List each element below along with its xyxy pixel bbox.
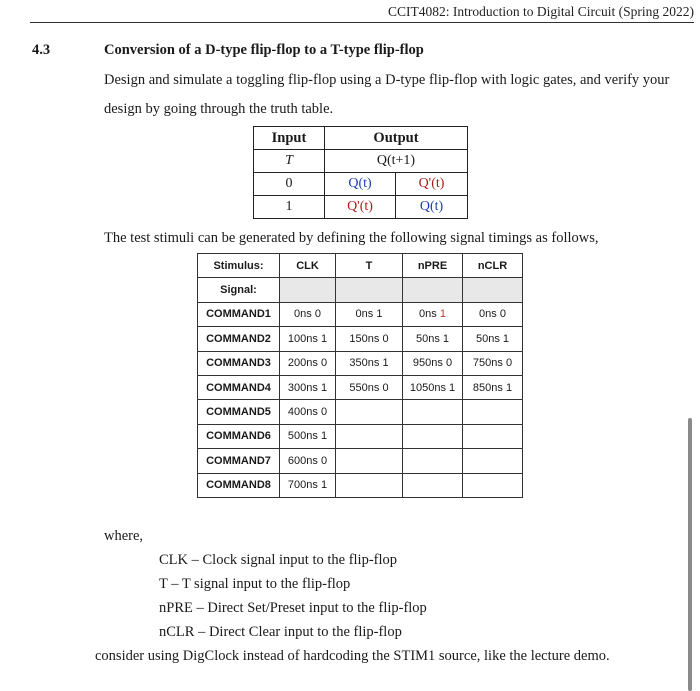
t-cell: [336, 400, 403, 424]
stim-signal-label: Signal:: [198, 278, 280, 302]
stim-signal-cell: [336, 278, 403, 302]
stim-signal-cell: [280, 278, 336, 302]
truth-cell-q: Q'(t): [396, 173, 468, 196]
truth-table: [253, 126, 468, 219]
npre-time: 50ns: [415, 332, 440, 345]
table-row: [198, 449, 523, 473]
command-label: COMMAND3: [198, 351, 280, 375]
definition-clk: CLK – Clock signal input to the flip-flop: [159, 552, 398, 568]
npre-cell: [403, 473, 463, 497]
t-cell: 350ns 1: [336, 351, 403, 375]
npre-time: 1050ns: [409, 381, 446, 394]
clk-cell: 700ns 1: [280, 473, 336, 497]
course-header: CCIT4082: Introduction to Digital Circuit (Spring 2022): [388, 4, 694, 19]
stim-header-stimulus: Stimulus:: [198, 254, 280, 278]
truth-header-output: Output: [325, 127, 468, 150]
t-cell: 0ns 1: [336, 302, 403, 326]
npre-value: 0: [445, 357, 453, 370]
t-cell: 150ns 0: [336, 327, 403, 351]
npre-cell: [403, 449, 463, 473]
clk-cell: 300ns 1: [280, 375, 336, 399]
stimulus-table: [197, 253, 523, 498]
command-label: COMMAND1: [198, 302, 280, 326]
npre-cell: [403, 400, 463, 424]
truth-sub-input: T: [254, 150, 325, 173]
npre-value: 1: [442, 332, 450, 345]
command-label: COMMAND2: [198, 327, 280, 351]
stim-header-npre: nPRE: [403, 254, 463, 278]
table-row: [198, 375, 523, 399]
section-number: 4.3: [32, 42, 51, 58]
truth-header-input: Input: [254, 127, 325, 150]
npre-cell: [403, 302, 463, 326]
stim-header-t: T: [336, 254, 403, 278]
table-row: [198, 473, 523, 497]
nclr-cell: 50ns 1: [463, 327, 523, 351]
definition-nclr: nCLR – Direct Clear input to the flip-flop: [159, 624, 402, 640]
nclr-cell: [463, 424, 523, 448]
table-row: [198, 400, 523, 424]
command-label: COMMAND4: [198, 375, 280, 399]
truth-sub-output: Q(t+1): [325, 150, 468, 173]
nclr-cell: 750ns 0: [463, 351, 523, 375]
definition-npre: nPRE – Direct Set/Preset input to the flip-flop: [159, 600, 427, 616]
clk-cell: 100ns 1: [280, 327, 336, 351]
npre-cell: [403, 424, 463, 448]
final-note: consider using DigClock instead of hardcoding the STIM1 source, like the lecture demo.: [95, 648, 610, 664]
table-row: [198, 424, 523, 448]
command-label: COMMAND6: [198, 424, 280, 448]
instruction-line-2: design by going through the truth table.: [104, 101, 334, 117]
clk-cell: 200ns 0: [280, 351, 336, 375]
npre-time: 0ns: [419, 308, 437, 321]
command-label: COMMAND8: [198, 473, 280, 497]
nclr-cell: [463, 473, 523, 497]
where-label: where,: [104, 528, 144, 544]
npre-cell: [403, 351, 463, 375]
stimuli-intro: The test stimuli can be generated by defining the following signal timings as follows,: [104, 230, 599, 246]
stim-signal-cell: [463, 278, 523, 302]
clk-cell: 500ns 1: [280, 424, 336, 448]
truth-cell-q: Q(t): [396, 196, 468, 219]
npre-time: 950ns: [412, 357, 443, 370]
instruction-line-1: Design and simulate a toggling flip-flop using a D-type flip-flop with logic gates, and verify your: [104, 72, 670, 88]
npre-value: 1: [439, 308, 446, 321]
t-cell: [336, 473, 403, 497]
vertical-scrollbar[interactable]: [688, 418, 692, 691]
truth-cell-q: Q(t): [325, 173, 396, 196]
command-label: COMMAND5: [198, 400, 280, 424]
truth-cell-q: Q'(t): [325, 196, 396, 219]
clk-cell: 600ns 0: [280, 449, 336, 473]
clk-cell: 0ns 0: [280, 302, 336, 326]
t-cell: [336, 424, 403, 448]
t-cell: [336, 449, 403, 473]
npre-cell: [403, 327, 463, 351]
nclr-cell: 850ns 1: [463, 375, 523, 399]
npre-value: 1: [449, 381, 456, 394]
nclr-cell: [463, 449, 523, 473]
header-divider: [30, 22, 694, 23]
section-title: Conversion of a D-type flip-flop to a T-type flip-flop: [104, 42, 424, 58]
nclr-cell: [463, 400, 523, 424]
truth-cell-t: 1: [254, 196, 325, 219]
clk-cell: 400ns 0: [280, 400, 336, 424]
truth-cell-t: 0: [254, 173, 325, 196]
stim-header-nclr: nCLR: [463, 254, 523, 278]
nclr-cell: 0ns 0: [463, 302, 523, 326]
definition-t: T – T signal input to the flip-flop: [159, 576, 351, 592]
stim-signal-cell: [403, 278, 463, 302]
table-row: [198, 302, 523, 326]
npre-cell: [403, 375, 463, 399]
t-cell: 550ns 0: [336, 375, 403, 399]
table-row: [198, 351, 523, 375]
command-label: COMMAND7: [198, 449, 280, 473]
stim-header-clk: CLK: [280, 254, 336, 278]
table-row: [198, 327, 523, 351]
